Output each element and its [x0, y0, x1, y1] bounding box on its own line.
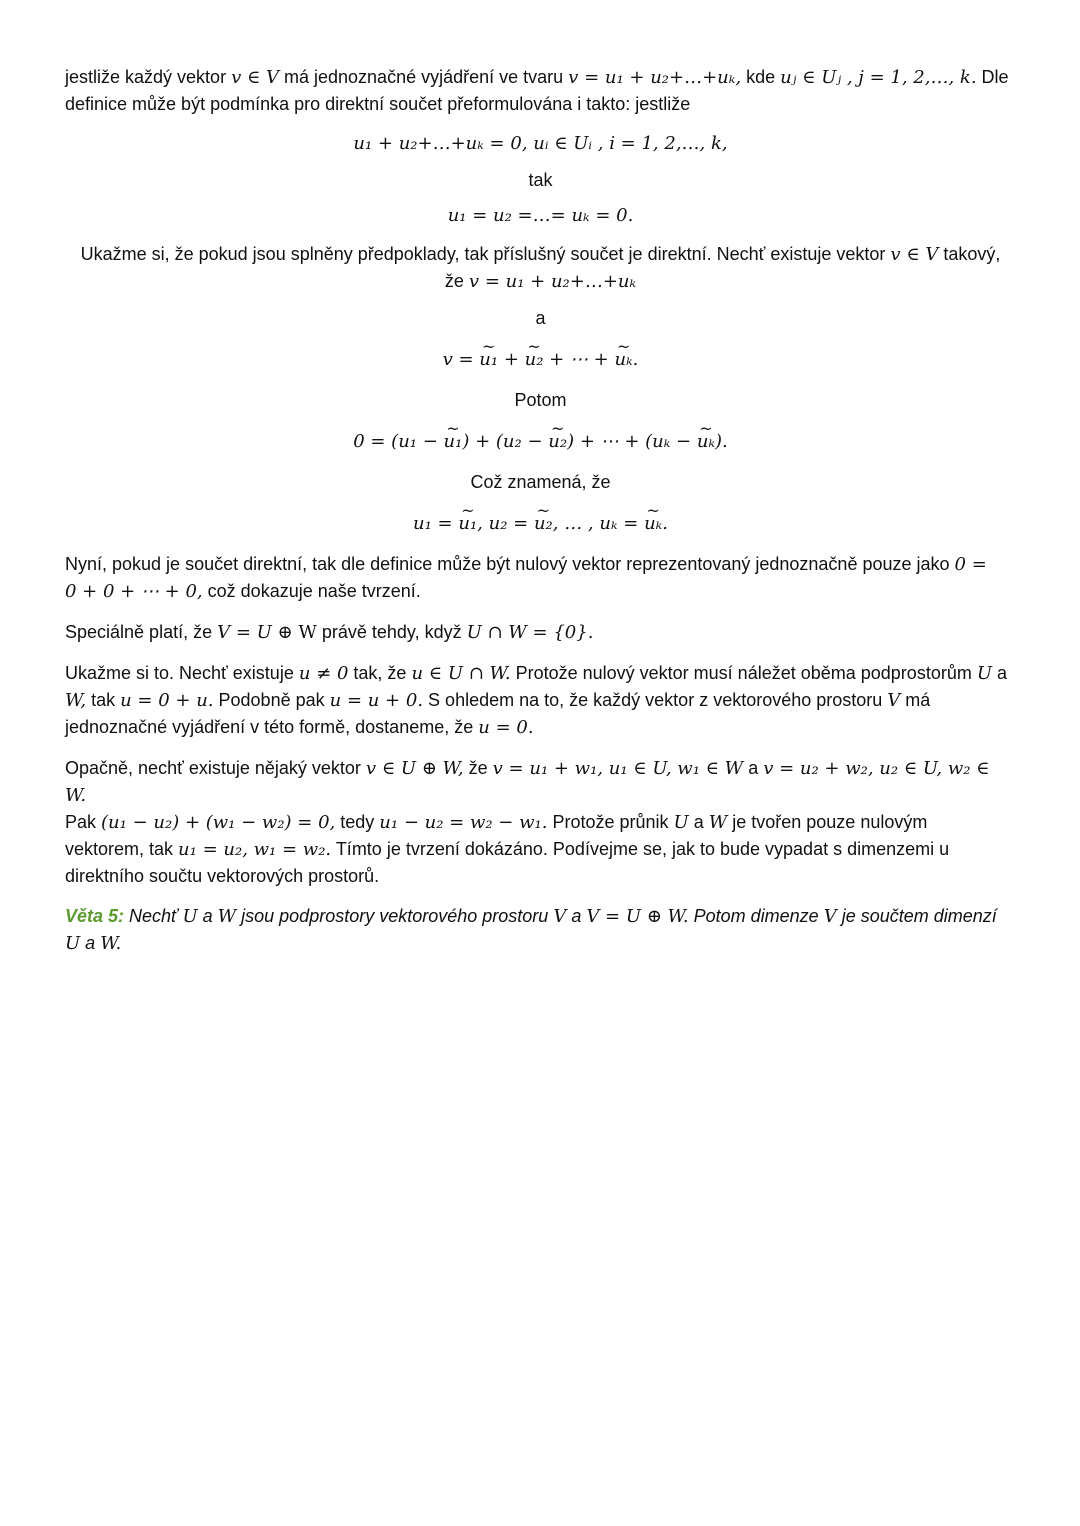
- math: , u₂ =: [477, 513, 534, 534]
- text: Tímto je tvrzení dokázáno. Podívejme se, jak to bude vypadat s dimenzemi u: [331, 839, 950, 859]
- math: +: [498, 349, 525, 370]
- math: V: [887, 690, 901, 711]
- text: Opačně, nechť existuje nějaký vektor: [65, 758, 366, 778]
- math: 0 = (u₁ −: [353, 431, 444, 452]
- math: U: [976, 663, 992, 684]
- text: Ukažme si to. Nechť existuje: [65, 663, 299, 683]
- equation-equalities: [65, 511, 1016, 537]
- math: V = U ⊕ W.: [586, 906, 689, 927]
- text: a: [688, 812, 709, 832]
- theorem-label: Věta 5:: [65, 906, 125, 926]
- math: W: [298, 622, 317, 643]
- text: Speciálně platí, že: [65, 622, 218, 642]
- tilde-u2: ~ u₂: [534, 513, 553, 535]
- math: V: [553, 906, 567, 927]
- math: v = u₂ + w₂, u₂ ∈ U, w₂ ∈ W.: [65, 758, 990, 806]
- text: má jednoznačné vyjádření ve tvaru: [279, 67, 569, 87]
- paragraph-direct-sum-definition: [65, 64, 1016, 117]
- text: takový,: [938, 244, 1001, 264]
- math: W: [217, 906, 237, 927]
- theorem-5: [65, 903, 1016, 957]
- math: v =: [442, 349, 480, 370]
- paragraph-assumption: [65, 241, 1016, 295]
- math: v = u₁ + w₁, u₁ ∈ U, w₁ ∈ W: [492, 758, 744, 779]
- equation-difference: [65, 429, 1016, 455]
- math: v ∈ V: [231, 67, 279, 88]
- text: a: [80, 933, 101, 953]
- math: W.: [100, 933, 122, 954]
- math: v = u₁ + u₂+…+uₖ,: [568, 67, 742, 88]
- math: u₁ − u₂ = w₂ − w₁.: [379, 812, 548, 833]
- paragraph-proof-one: [65, 660, 1016, 741]
- paragraph-special-case: [65, 619, 1016, 646]
- tilde-u2: ~ u₂: [525, 349, 544, 371]
- paragraph-zero-vector: [65, 551, 1016, 605]
- math: 0 =: [954, 554, 987, 575]
- text: a: [197, 906, 218, 926]
- equation-all-zero: u₁ = u₂ =…= uₖ = 0.: [447, 205, 634, 226]
- text: je součtem dimenzí: [836, 906, 997, 926]
- text: definice může být podmínka pro direktní součet přeformulována i takto: jestliže: [65, 94, 691, 114]
- tilde-uk: ~ uₖ: [644, 513, 662, 535]
- word-coz-znamena: Což znamená, že: [470, 472, 611, 492]
- text: Podobně pak: [213, 690, 330, 710]
- text: a: [566, 906, 587, 926]
- math: v ∈ V: [890, 244, 939, 265]
- math: ) + (u₂ −: [462, 431, 549, 452]
- math: uⱼ ∈ Uⱼ , j = 1, 2,…, k.: [780, 67, 977, 88]
- math: .: [662, 513, 668, 534]
- equation-sum-zero: u₁ + u₂+…+uₖ = 0, uᵢ ∈ Uᵢ , i = 1, 2,…, k,: [353, 133, 728, 154]
- word-tak: tak: [528, 170, 553, 190]
- paragraph-proof-two: [65, 755, 1016, 889]
- text: jednoznačné vyjádření v této formě, dostaneme, že: [65, 717, 479, 737]
- text: S ohledem na to, že každý vektor z vektorového prostoru: [423, 690, 888, 710]
- math: V: [823, 906, 837, 927]
- text: že: [463, 758, 493, 778]
- text: direktního součtu vektorových prostorů.: [65, 866, 380, 886]
- tilde-uk: ~ uₖ: [697, 431, 715, 453]
- text: jestliže každý vektor: [65, 67, 232, 87]
- word-potom: Potom: [514, 390, 567, 410]
- text: jsou podprostory vektorového prostoru: [236, 906, 554, 926]
- text: Protože průnik: [547, 812, 674, 832]
- text: je tvořen pouze nulovým: [727, 812, 928, 832]
- text: že: [444, 271, 469, 291]
- text: tak: [86, 690, 121, 710]
- text: a: [992, 663, 1008, 683]
- math: u = 0.: [478, 717, 534, 738]
- math: u = 0 + u.: [120, 690, 214, 711]
- math: v = u₁ + u₂+…+uₖ: [468, 271, 637, 292]
- text: Nyní, pokud je součet direktní, tak dle definice může být nulový vektor reprezentovaný jednoznačně pouze jako: [65, 554, 955, 574]
- math: , … , uₖ =: [552, 513, 645, 534]
- tilde-u1: ~ u₁: [444, 431, 463, 453]
- math: 0 + 0 + ⋯ + 0,: [65, 581, 203, 602]
- math: v ∈ U ⊕ W,: [365, 758, 464, 779]
- math: u₁ = u₂, w₁ = w₂.: [178, 839, 332, 860]
- text: což dokazuje naše tvrzení.: [202, 581, 421, 601]
- text: Potom dimenze: [688, 906, 824, 926]
- tilde-u2: ~ u₂: [548, 431, 567, 453]
- math: U: [182, 906, 198, 927]
- equation-tilde-sum: [65, 347, 1016, 373]
- math: ).: [715, 431, 728, 452]
- tilde-u1: ~ u₁: [479, 349, 498, 371]
- math: ) + ⋯ + (uₖ −: [567, 431, 697, 452]
- math: W,: [65, 690, 87, 711]
- math: (u₁ − u₂) + (w₁ − w₂) = 0,: [101, 812, 336, 833]
- text: tedy: [335, 812, 380, 832]
- text: vektorem, tak: [65, 839, 179, 859]
- text: kde: [741, 67, 781, 87]
- math: V = U ⊕: [217, 622, 299, 643]
- tilde-uk: ~ uₖ: [615, 349, 633, 371]
- math: U ∩ W = {0}.: [466, 622, 594, 643]
- math: W: [708, 812, 728, 833]
- text: Ukažme si, že pokud jsou splněny předpoklady, tak příslušný součet je direktní. Nechť existuje vektor: [80, 244, 891, 264]
- text: Pak: [65, 812, 102, 832]
- text: Dle: [976, 67, 1009, 87]
- text: právě tehdy, když: [316, 622, 467, 642]
- text: Nechť: [124, 906, 183, 926]
- text: má: [900, 690, 931, 710]
- math: .: [632, 349, 639, 370]
- math: U: [65, 933, 81, 954]
- text: Protože nulový vektor musí náležet oběma podprostorům: [510, 663, 977, 683]
- text: tak, že: [348, 663, 412, 683]
- word-a: a: [535, 308, 546, 328]
- text: a: [743, 758, 764, 778]
- tilde-u1: ~ u₁: [458, 513, 477, 535]
- math: u = u + 0.: [329, 690, 424, 711]
- math: u ∈ U ∩ W.: [411, 663, 511, 684]
- math: u₁ =: [413, 513, 459, 534]
- math: U: [673, 812, 689, 833]
- math: + ⋯ +: [543, 349, 615, 370]
- math: u ≠ 0: [298, 663, 349, 684]
